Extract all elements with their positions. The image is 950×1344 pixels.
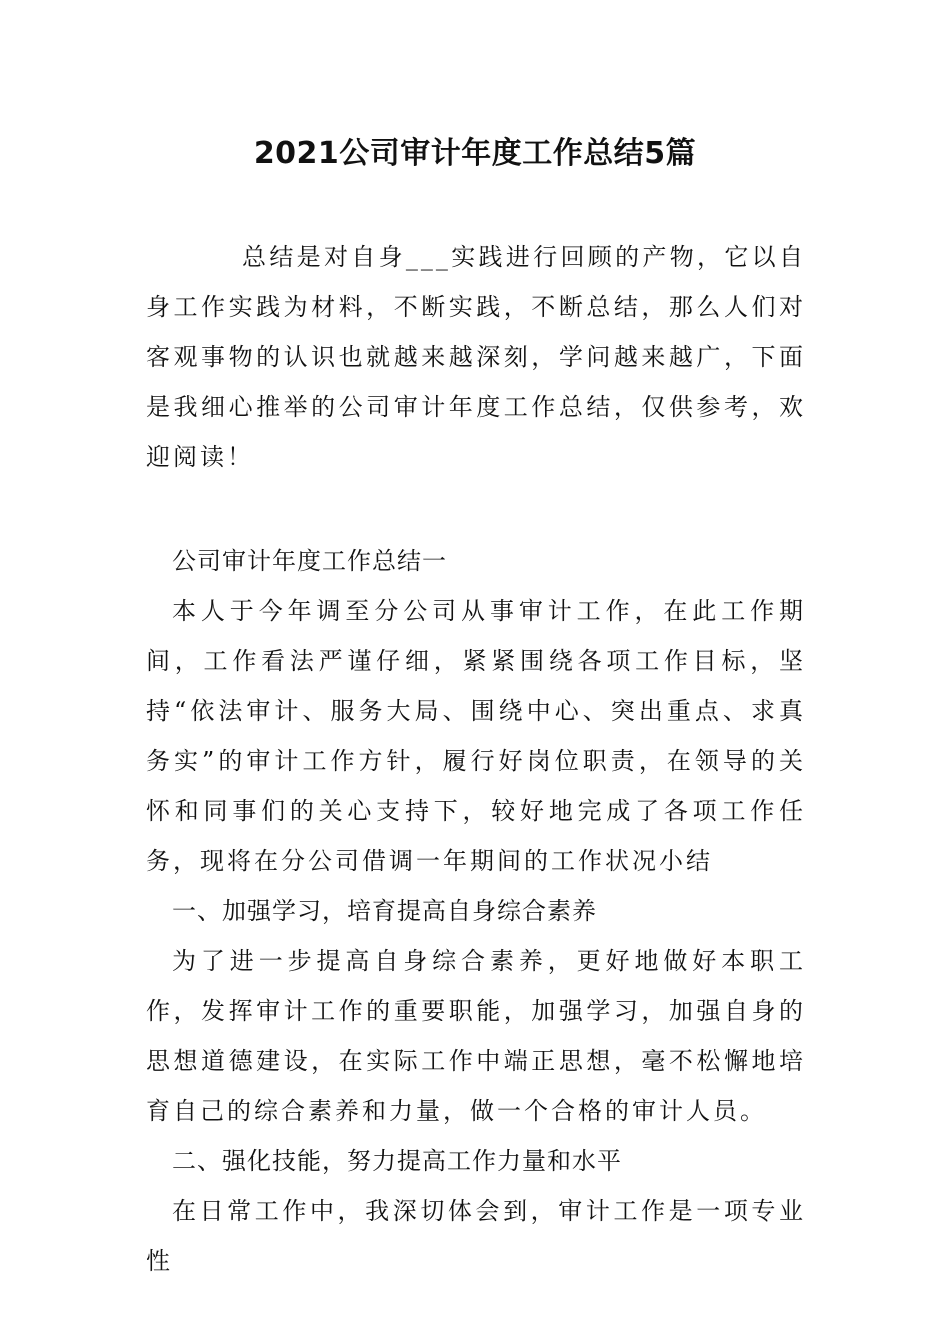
document-body [146, 232, 806, 1286]
subheading-two: 二、强化技能，努力提高工作力量和水平 [172, 1147, 622, 1175]
body-paragraph: 在日常工作中，我深切体会到，审计工作是一项专业性 [146, 1197, 806, 1275]
subheading-one: 一、加强学习，培育提高自身综合素养 [172, 897, 597, 925]
document-title: 2021公司审计年度工作总结5篇 [253, 136, 697, 171]
body-paragraph: 本人于今年调至分公司从事审计工作，在此工作期间，工作看法严谨仔细，紧紧围绕各项工作目标，坚持“依法审计、服务大局、围绕中心、突出重点、求真务实”的审计工作方针，履行好岗位职责，在领导的关怀和同事们的关心支持下，较好地完成了各项工作任务，现将在分公司借调一年期间的工作状况小结 [146, 597, 806, 875]
body-paragraph: 为了进一步提高自身综合素养，更好地做好本职工作，发挥审计工作的重要职能，加强学习，加强自身的思想道德建设，在实际工作中端正思想，毫不松懈地培育自己的综合素养和力量，做一个合格的审计人员。 [146, 947, 806, 1125]
intro-paragraph: 总结是对自身___实践进行回顾的产物，它以自身工作实践为材料，不断实践，不断总结，那么人们对客观事物的认识也就越来越深刻，学问越来越广，下面是我细心推举的公司审计年度工作总结，仅供参考，欢迎阅读！ [146, 243, 806, 471]
section-title-summary-one: 公司审计年度工作总结一 [172, 547, 447, 575]
